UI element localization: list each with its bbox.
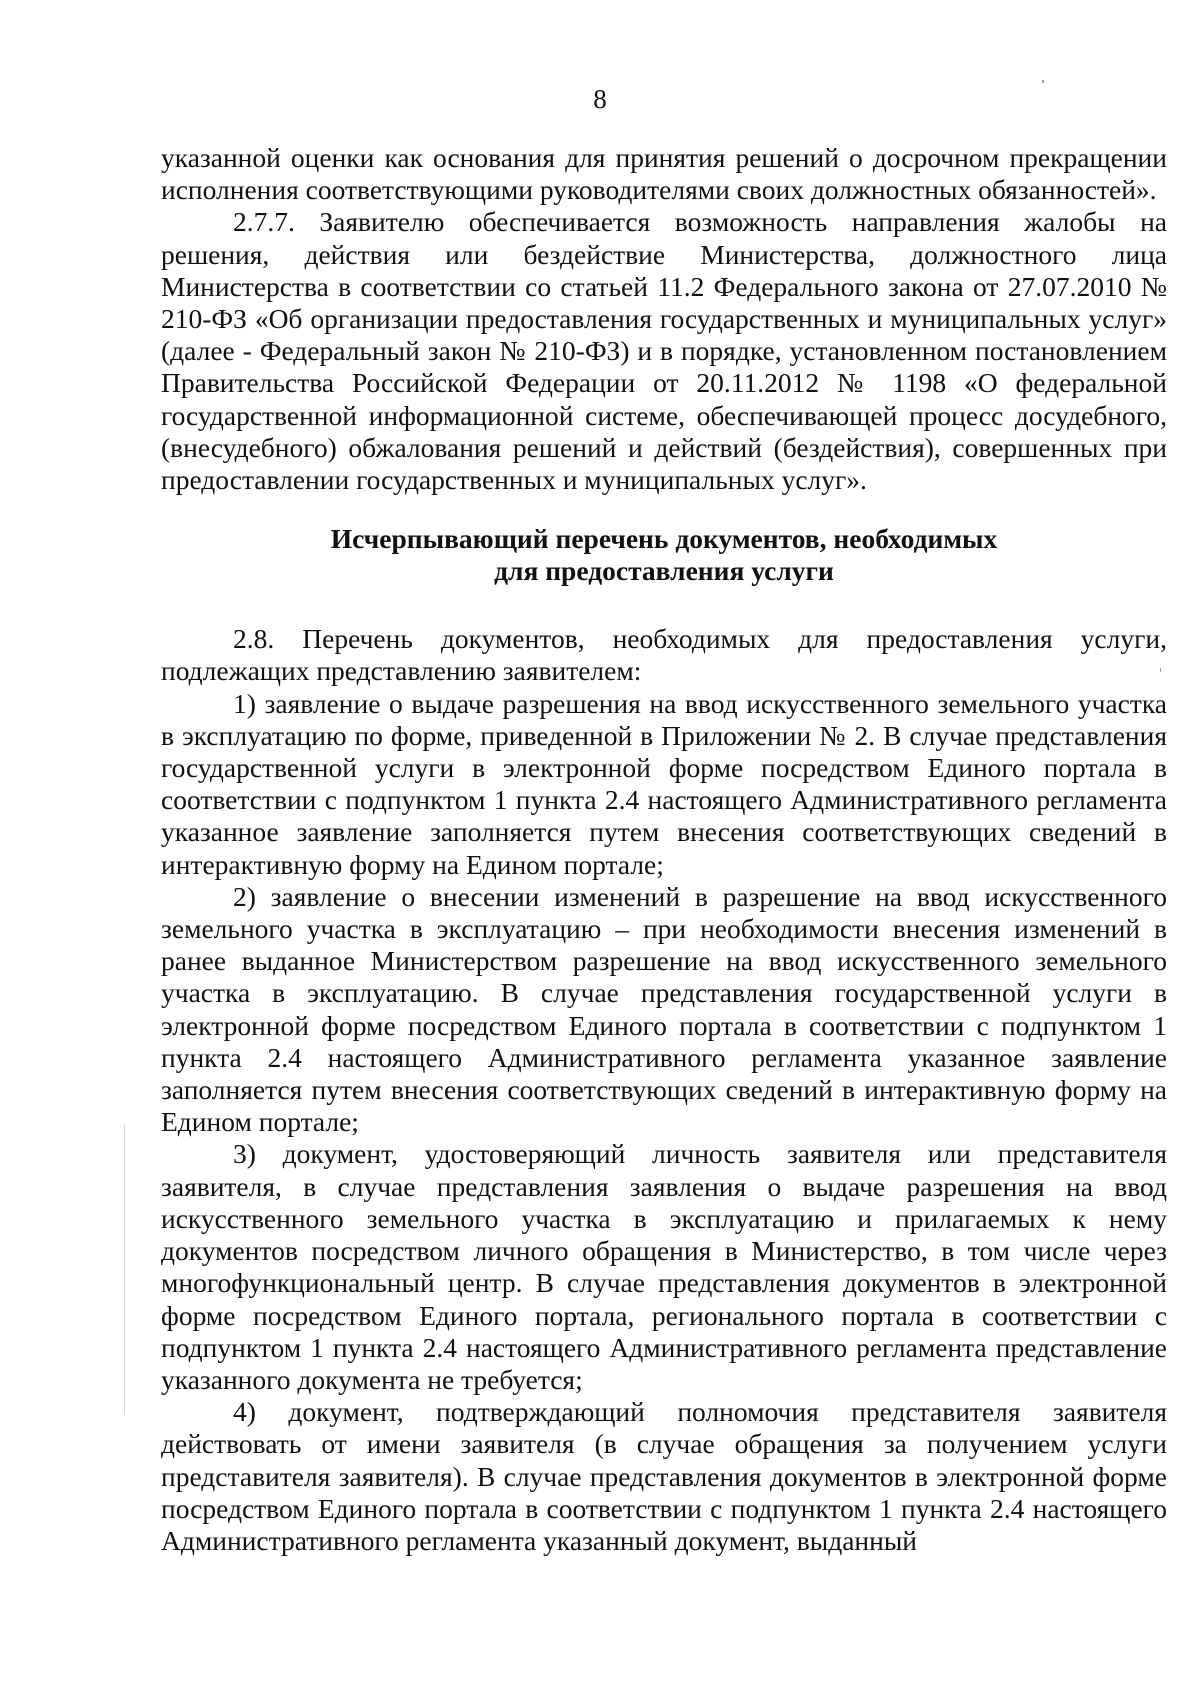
list-item-2: 2) заявление о внесении изменений в разрешение на ввод искусственного земельного участка в эксплуатацию – при необходимости внесения изменений в ранее выданное Министерством разрешение на ввод искусственного земельного участка в эксплуатацию. В случае представления государственной услуги в электронной форме посредством Единого портала в соответствии с подпунктом 1 пункта 2.4 настоящего Административного регламента указанное заявление заполняется путем внесения соответствующих сведений в интерактивную форму на Едином портале; — [161, 880, 1167, 1138]
scan-mark-right-margin — [1160, 668, 1161, 672]
list-item-3: 3) документ, удостоверяющий личность заявителя или представителя заявителя, в случае представления заявления о выдаче разрешения на ввод искусственного земельного участка в эксплуатацию и прилагаемых к нему документов посредством личного обращения в Министерство, в том числе через многофункциональный центр. В случае представления документов в электронной форме посредством Единого портала, регионального портала в соответствии с подпунктом 1 пункта 2.4 настоящего Административного регламента представление указанного документа не требуется; — [161, 1138, 1167, 1395]
list-item-4: 4) документ, подтверждающий полномочия представителя заявителя действовать от имени заявителя (в случае обращения за получением услуги представителя заявителя). В случае представления документов в электронной форме посредством Единого портала в соответствии с подпунктом 1 пункта 2.4 настоящего Административного регламента указанный документ, выданный — [161, 1396, 1167, 1556]
paragraph-intro-continuation: указанной оценки как основания для принятия решений о досрочном прекращении исполнения соответствующими руководителями своих должностных обязанностей». — [161, 142, 1167, 206]
scan-mark-left-margin — [124, 1125, 125, 1415]
page-number: 8 — [593, 84, 607, 114]
scan-mark-top-right — [1042, 80, 1044, 83]
paragraph-2-8: 2.8. Перечень документов, необходимых для предоставления услуги, подлежащих представлению заявителем: — [161, 623, 1167, 687]
section-heading — [161, 523, 1167, 587]
document-body — [161, 142, 1167, 1557]
paragraph-2-7-7: 2.7.7. Заявителю обеспечивается возможность направления жалобы на решения, действия или бездействие Министерства, должностного лица Министерства в соответствии со статьей 11.2 Федерального закона от 27.07.2010 № 210-ФЗ «Об организации предоставления государственных и муниципальных услуг» (далее - Федеральный закон № 210-ФЗ) и в порядке, установленном постановлением Правительства Российской Федерации от 20.11.2012 № 1198 «О федеральной государственной информационной системе, обеспечивающей процесс досудебного, (внесудебного) обжалования решений и действий (бездействия), совершенных при предоставлении государственных и муниципальных услуг». — [161, 206, 1167, 496]
section-heading-line-1: Исчерпывающий перечень документов, необходимых — [330, 523, 998, 555]
section-heading-line-2: для предоставления услуги — [494, 555, 834, 587]
list-item-1: 1) заявление о выдаче разрешения на ввод искусственного земельного участка в эксплуатацию по форме, приведенной в Приложении № 2. В случае представления государственной услуги в электронной форме посредством Единого портала в соответствии с подпунктом 1 пункта 2.4 настоящего Административного регламента указанное заявление заполняется путем внесения соответствующих сведений в интерактивную форму на Едином портале; — [161, 687, 1167, 880]
